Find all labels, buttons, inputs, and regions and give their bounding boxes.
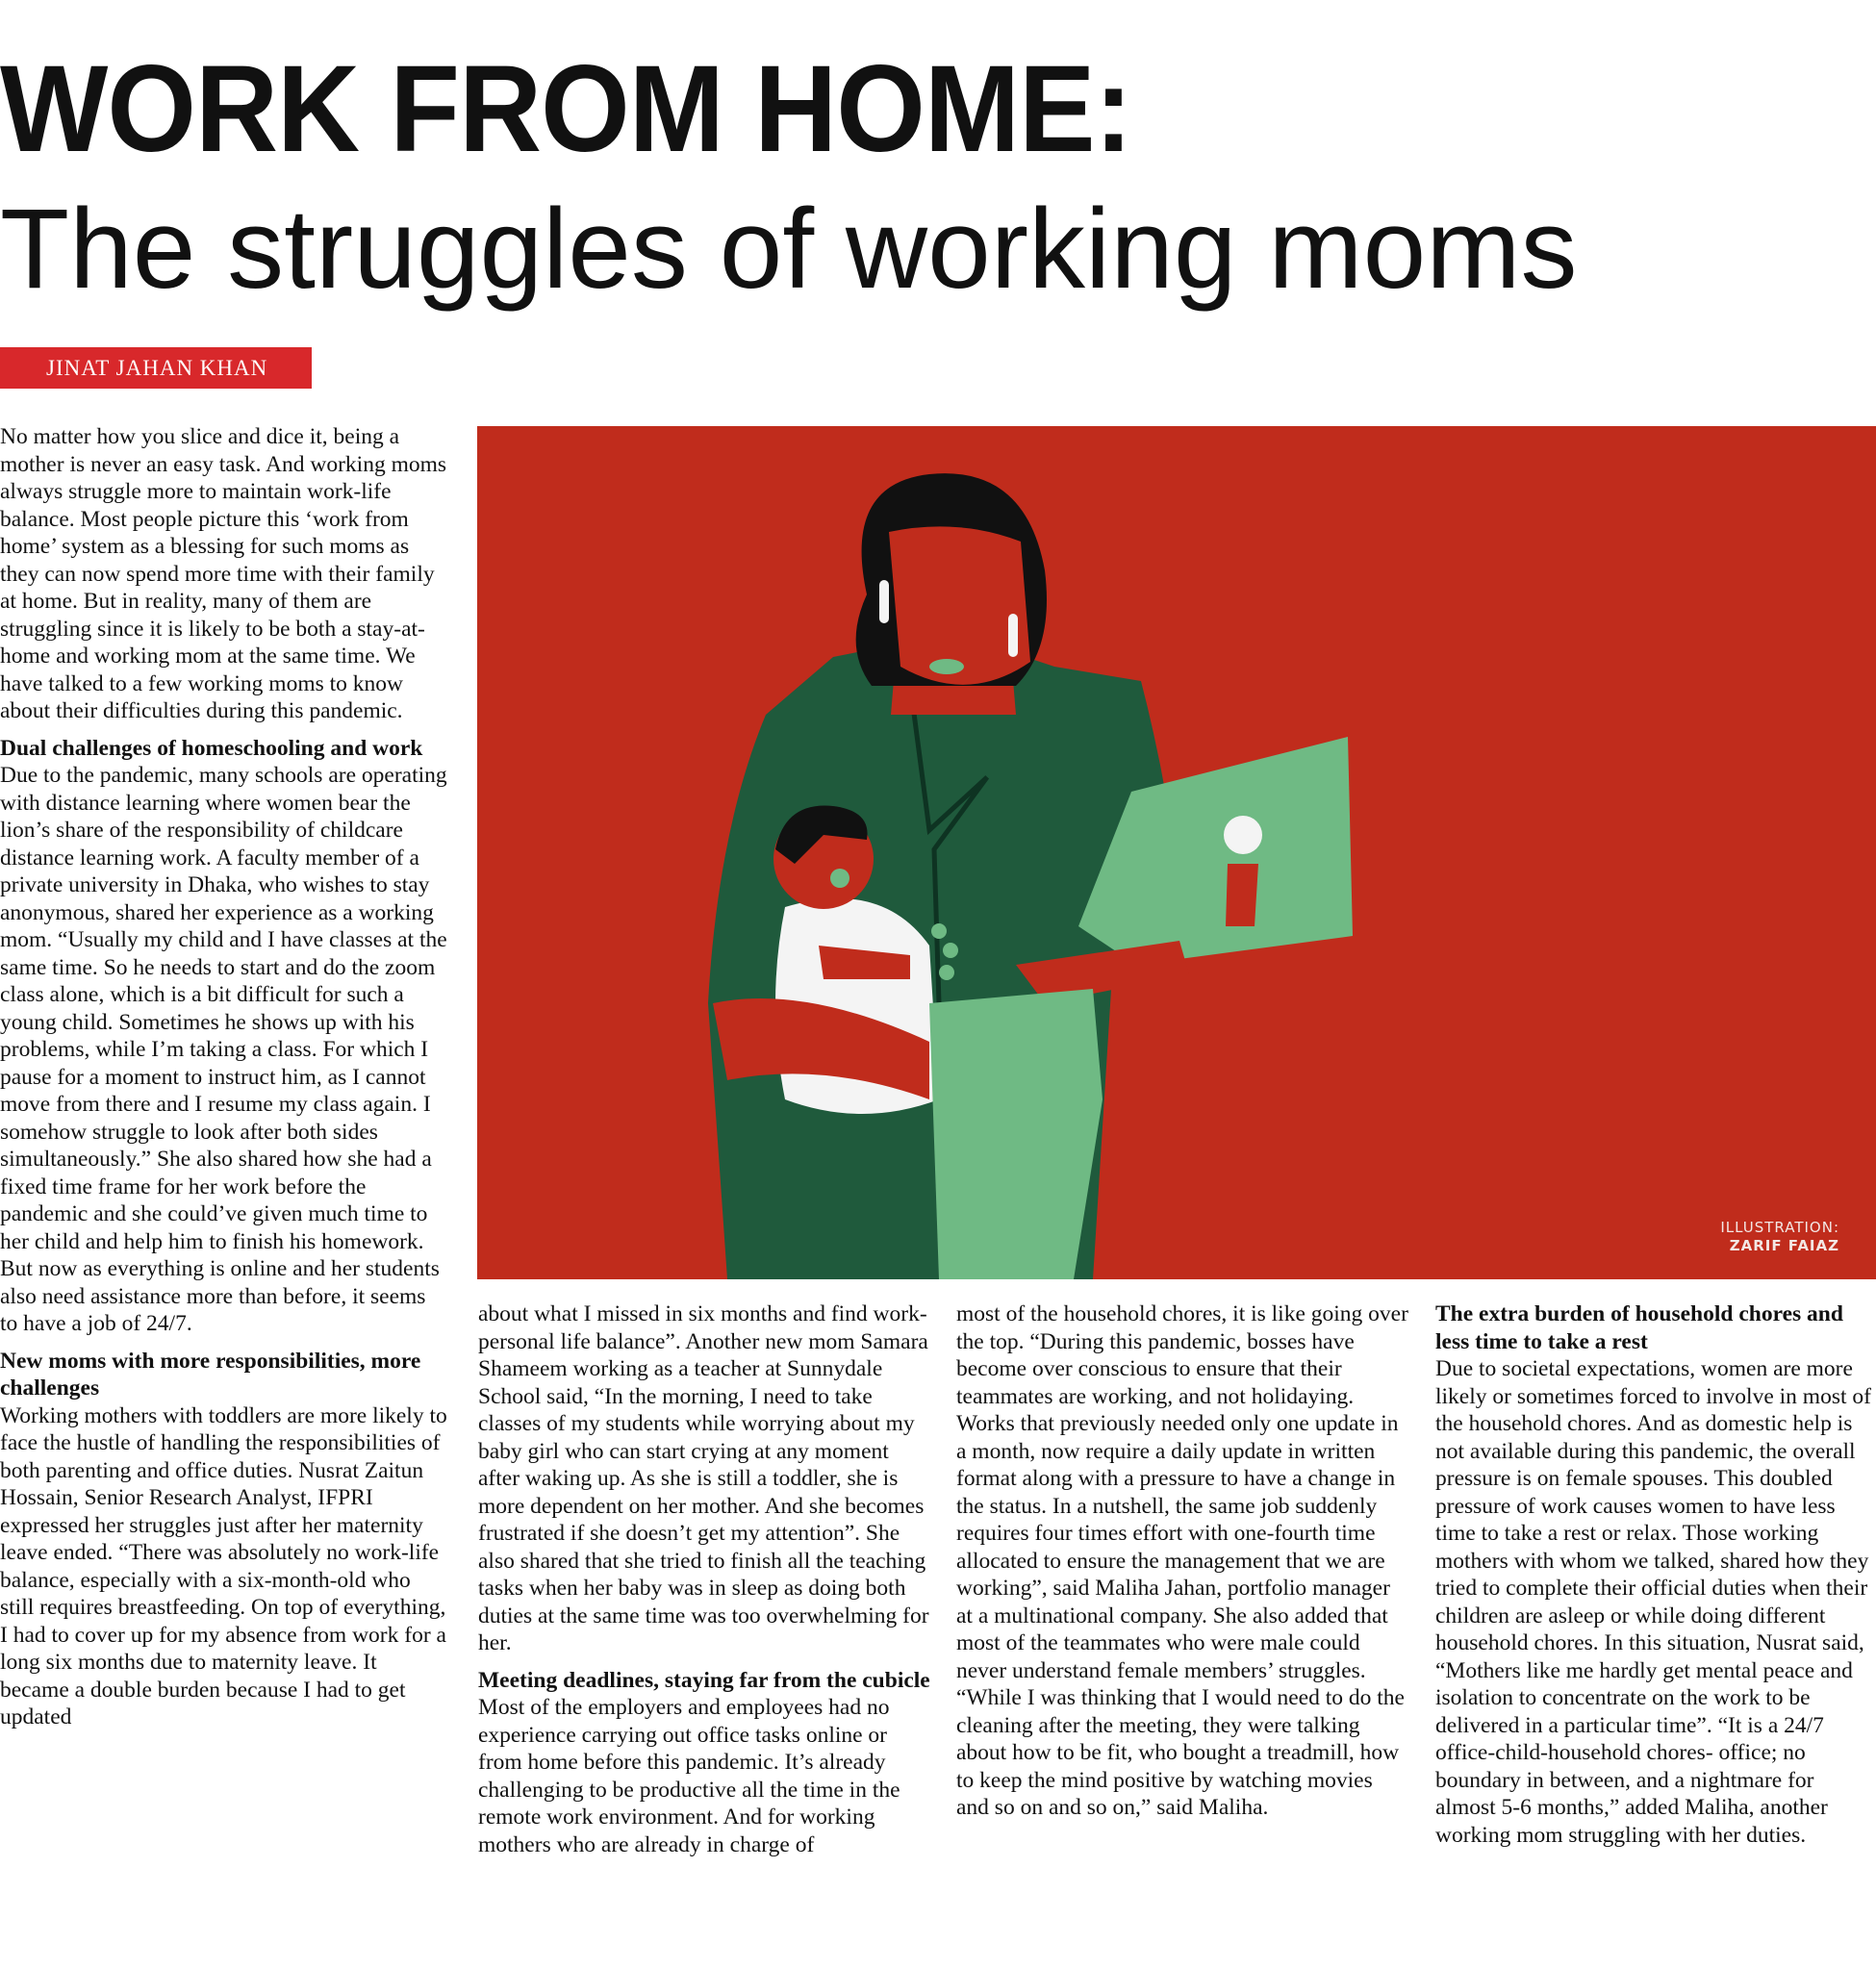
skirt	[929, 989, 1103, 1279]
paragraph-deadlines-b: most of the household chores, it is like going over the top. “During this pandemic, bosses have become over conscious to ensure that their teammates are working, and not holidaying. Works that previously needed only one update in a month, now require a daily update in written format along with a pressure to have a change in the status. In a nutshell, the same job suddenly requires four times effort with one-fourth time allocated to ensure the management that we are working”, said Maliha Jahan, portfolio manager at a multinational company. She also added that most of the teammates who were male could never understand female members’ struggles. “While I was thinking that I would need to do the cleaning after the meeting, they were talking about how to be fit, who bought a treadmill, how to keep the mind positive by watching movies and so on and so on,” said Maliha.	[956, 1301, 1408, 1820]
face	[889, 526, 1030, 684]
pacifier	[830, 869, 849, 888]
article-column-1	[0, 423, 447, 1731]
credit-label: ILLUSTRATION:	[1720, 1219, 1839, 1236]
section-heading-new-moms: New moms with more responsibilities, more challenges	[0, 1348, 421, 1401]
headline: WORK FROM HOME:	[0, 40, 1132, 178]
byline: JINAT JAHAN KHAN	[0, 347, 312, 389]
intro-paragraph: No matter how you slice and dice it, being a mother is never an easy task. And working moms always struggle more to maintain work-life balance. Most people picture this ‘work from home’ system as a blessing for such moms as they can now spend more time with their family at home. But in reality, many of them are struggling since it is likely to be both a stay-at-home and working mom at the same time. We have talked to a few working moms to know about their difficulties during this pandemic.	[0, 424, 447, 723]
article-column-3	[956, 1300, 1408, 1822]
laptop-logo	[1224, 816, 1262, 854]
paragraph-new-moms-b: about what I missed in six months and find work-personal life balance”. Another new mom Samara Shameem working as a teacher at Sunnydale School said, “In the morning, I need to take classes of my students while worrying about my baby girl who can start crying at any moment after waking up. As she is still a toddler, she is more dependent on her mother. And she becomes frustrated if she doesn’t get my attention”. She also shared that she tried to finish all the teaching tasks when her baby was in sleep as doing both duties at the same time was too overwhelming for her.	[478, 1301, 929, 1655]
subheadline: The struggles of working moms	[0, 186, 1578, 313]
earbud-left	[879, 580, 889, 623]
paragraph-homeschooling: Due to the pandemic, many schools are operating with distance learning where women bear the lion’s share of the responsibility of childcare distance learning work. A faculty member of a private university in Dhaka, who wishes to stay anonymous, shared her experience as a working mom. “Usually my child and I have classes at the same time. So he needs to start and do the zoom class alone, which is a bit difficult for such a young child. Sometimes he shows up with his problems, while I’m taking a class. For which I pause for a moment to instruct him, as I cannot move from there and I resume my class again. I somehow struggle to look after both sides simultaneously.” She also shared how she had a fixed time frame for her work before the pandemic and she could’ve given much time to her child and help him to finish his homework. But now as everything is online and her students also need assistance more than before, it seems to have a job of 24/7.	[0, 763, 447, 1336]
illustration	[477, 426, 1876, 1279]
illustration-credit	[1720, 1219, 1839, 1255]
paragraph-new-moms-a: Working mothers with toddlers are more likely to face the hustle of handling the responsibilities of both parenting and office duties. Nusrat Zaitun Hossain, Senior Research Analyst, IFPRI expressed her struggles just after her maternity leave ended. “There was absolutely no work-life balance, especially with a six-month-old who still requires breastfeeding. On top of everything, I had to cover up for my absence from work for a long six months due to maternity leave. It became a double burden because I had to get updated	[0, 1402, 447, 1729]
section-heading-deadlines: Meeting deadlines, staying far from the cubicle	[478, 1667, 930, 1693]
paragraph-household: Due to societal expectations, women are more likely or sometimes forced to involve in most of the household chores. And as domestic help is not available during this pandemic, the overall pressure is on female spouses. This doubled pressure of work causes women to have less time to take a rest or relax. Those working mothers with whom we talked, shared how they tried to complete their official duties when their children are asleep or while doing different household chores. In this situation, Nusrat said, “Mothers like me hardly get mental peace and isolation to concentrate on the work to be delivered in a particular time”. “It is a 24/7 office-child-household chores- office; no boundary in between, and a nightmare for almost 5-6 months,” added Maliha, another working mom struggling with her duties.	[1435, 1356, 1871, 1848]
paragraph-deadlines-a: Most of the employers and employees had no experience carrying out office tasks online or from home before this pandemic. It’s already challenging to be productive all the time in the remote work environment. And for working mothers who are already in charge of	[478, 1695, 900, 1857]
mother-baby-laptop-illustration	[477, 426, 1876, 1279]
article-column-4	[1435, 1300, 1876, 1849]
credit-name: ZARIF FAIAZ	[1729, 1237, 1839, 1254]
section-heading-homeschooling: Dual challenges of homeschooling and work	[0, 735, 423, 761]
hand	[1226, 864, 1258, 926]
earbud-right	[1008, 614, 1018, 657]
article-column-2	[478, 1300, 930, 1858]
lips	[929, 659, 964, 674]
section-heading-household: The extra burden of household chores and less time to take a rest	[1435, 1301, 1843, 1354]
